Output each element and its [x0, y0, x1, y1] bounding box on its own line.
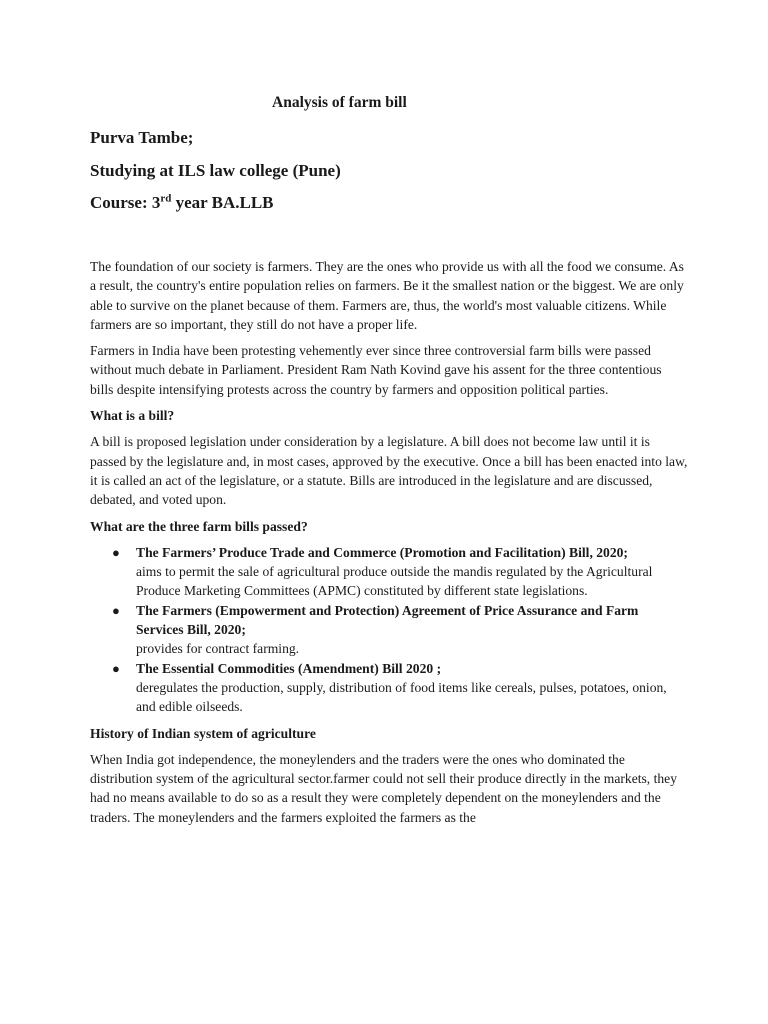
document-body — [90, 257, 688, 834]
course-prefix: Course: 3 — [90, 193, 161, 212]
bill-description: provides for contract farming. — [136, 641, 300, 657]
heading-history-agriculture: History of Indian system of agriculture — [90, 725, 316, 741]
bullet-icon: ● — [112, 660, 120, 676]
bullet-icon: ● — [112, 602, 120, 618]
list-item — [90, 601, 688, 659]
document-title: Analysis of farm bill — [272, 94, 407, 111]
course-suffix: year BA.LLB — [171, 193, 274, 212]
bill-name: The Farmers (Empowerment and Protection) Agreement of Price Assurance and Farm Services Bill, 2020; — [136, 602, 639, 638]
course-ordinal-suffix: rd — [160, 192, 172, 205]
intro-paragraph-2: Farmers in India have been protesting vehemently ever since three controversial farm bills were passed without much debate in Parliament. President Ram Nath Kovind gave his assent for the three contentious bills despite intensifying protests across the country by farmers and opposition political parties. — [90, 343, 662, 397]
bullet-icon: ● — [112, 544, 120, 560]
heading-three-farm-bills: What are the three farm bills passed? — [90, 518, 308, 534]
bill-name: The Farmers’ Produce Trade and Commerce (Promotion and Facilitation) Bill, 2020; — [136, 544, 628, 560]
paragraph-history-agriculture: When India got independence, the moneylenders and the traders were the ones who dominated the distribution system of the agricultural sector.farmer could not sell their produce directly in the markets, they had no means available to do so as a result they were completely dependent on the moneylenders and the traders. The moneylenders and the farmers exploited the farmers as the — [90, 751, 678, 825]
bill-description: aims to permit the sale of agricultural produce outside the mandis regulated by the Agricultural Produce Marketing Committees (APMC) constituted by different state legislations. — [136, 564, 653, 599]
list-item — [90, 543, 688, 601]
course-line — [90, 193, 274, 213]
author-name: Purva Tambe; — [90, 128, 194, 147]
farm-bills-list — [90, 543, 688, 717]
bill-description: deregulates the production, supply, distribution of food items like cereals, pulses, potatoes, onion, and edible oilseeds. — [136, 679, 667, 715]
list-item — [90, 659, 688, 717]
intro-paragraph-1: The foundation of our society is farmers. They are the ones who provide us with all the food we consume. As a result, the country's entire population relies on farmers. Be it the smallest nation or the biggest. We are only able to survive on the planet because of them. Farmers are, thus, the world's most valuable citizens. While farmers are so important, they still do not have a proper life. — [90, 259, 684, 332]
college-line: Studying at ILS law college (Pune) — [90, 161, 341, 180]
paragraph-what-is-a-bill: A bill is proposed legislation under consideration by a legislature. A bill does not become law until it is passed by the legislature and, in most cases, approved by the executive. Once a bill has been enacted into law, it is called an act of the legislature, or a statute. Bills are introduced in the legislature and are discussed, debated, and voted upon. — [90, 434, 688, 508]
heading-what-is-a-bill: What is a bill? — [90, 408, 175, 424]
bill-name: The Essential Commodities (Amendment) Bill 2020 ; — [136, 660, 442, 676]
